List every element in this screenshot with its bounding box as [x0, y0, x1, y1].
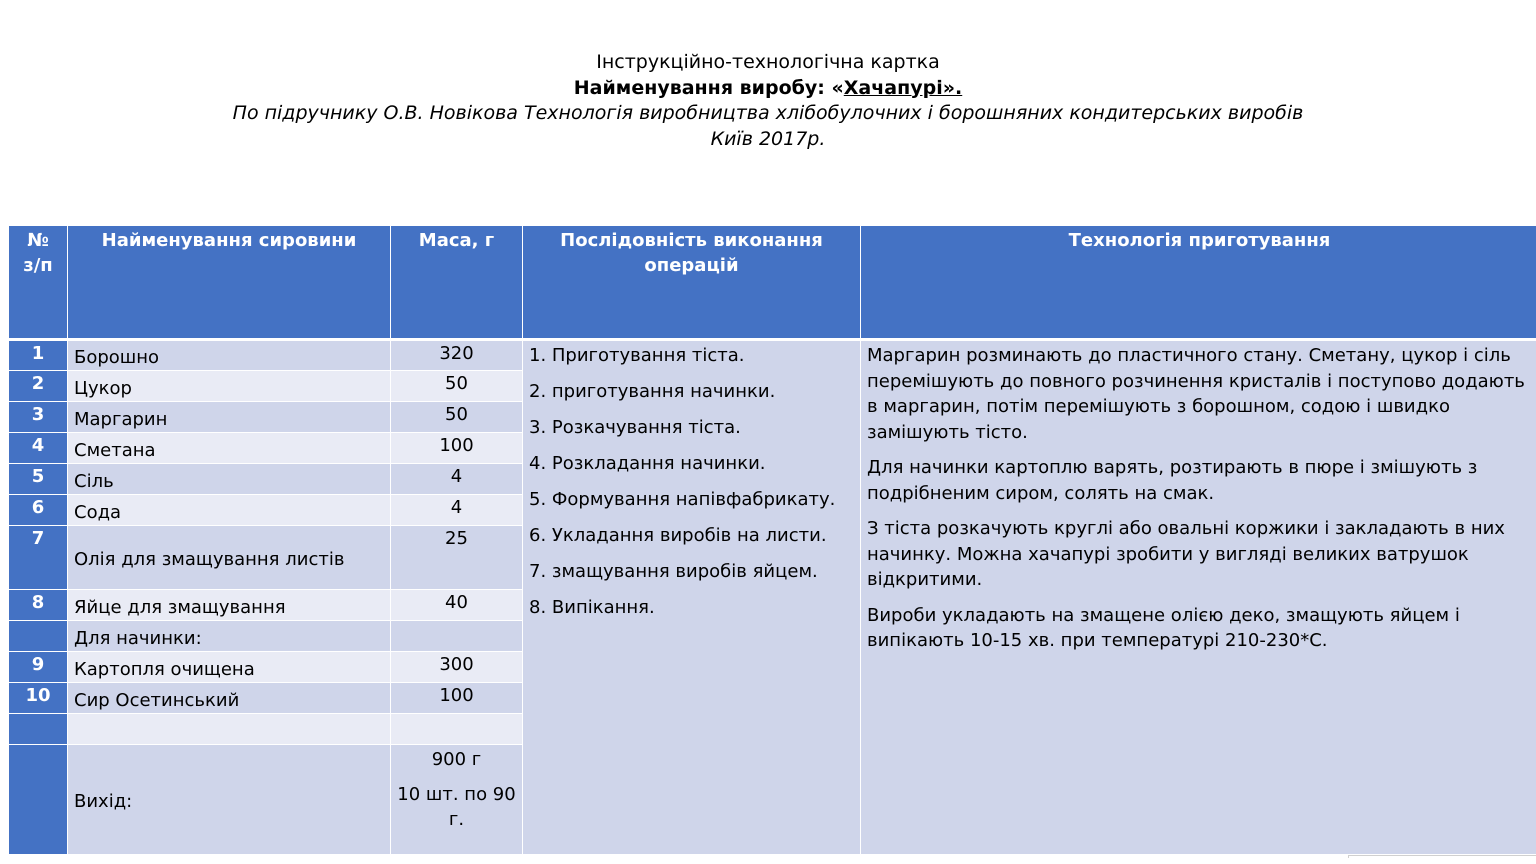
row-number: 3 [9, 402, 68, 433]
ingredient-name: Маргарин [68, 402, 391, 433]
ingredient-mass [391, 621, 523, 652]
technology-paragraph: Вироби укладають на змащене олією деко, змащують яйцем і випікають 10-15 хв. при температурі 210-230*С. [867, 604, 1460, 651]
operation-step: 2. приготування начинки. [529, 381, 776, 402]
output-label: Вихід: [68, 745, 391, 855]
row-number: 5 [9, 464, 68, 495]
operation-step: 6. Укладання виробів на листи. [529, 525, 827, 546]
ingredient-mass: 100 [391, 683, 523, 714]
technology-cell [861, 340, 1536, 855]
source-city-year: Київ 2017р. [710, 127, 826, 150]
header-number-abbr: з/п [23, 255, 53, 276]
header-number [9, 226, 68, 340]
header-technology: Технологія приготування [861, 226, 1536, 340]
ingredient-name: Олія для змащування листів [68, 526, 391, 590]
operations-cell [523, 340, 861, 855]
product-name-text: Хачапурі» [843, 76, 956, 99]
product-name-suffix: . [955, 76, 963, 99]
header-operations: Послідовність виконання операцій [523, 226, 861, 340]
header-mass: Маса, г [391, 226, 523, 340]
output-mass [391, 745, 523, 855]
page-corner-mark [1348, 855, 1536, 858]
ingredient-mass: 50 [391, 371, 523, 402]
ingredient-name: Яйце для змащування [68, 590, 391, 621]
row-number [9, 745, 68, 855]
table-header-row [9, 226, 1536, 340]
technology-card-table [8, 225, 1536, 855]
ingredient-mass [391, 714, 523, 745]
header-number-symbol: № [27, 230, 49, 251]
operation-step: 8. Випікання. [529, 597, 655, 618]
ingredient-mass: 40 [391, 590, 523, 621]
ingredient-mass: 50 [391, 402, 523, 433]
row-number: 7 [9, 526, 68, 590]
filling-section-label: Для начинки: [68, 621, 391, 652]
operation-step: 3. Розкачування тіста. [529, 417, 741, 438]
row-number: 4 [9, 433, 68, 464]
operation-step: 1. Приготування тіста. [529, 345, 745, 366]
row-number: 2 [9, 371, 68, 402]
row-number [9, 714, 68, 745]
ingredient-name: Сіль [68, 464, 391, 495]
operation-step: 5. Формування напівфабрикату. [529, 489, 836, 510]
output-mass-pieces: 10 шт. по 90 г. [397, 784, 516, 830]
ingredient-mass: 4 [391, 464, 523, 495]
ingredient-name: Сода [68, 495, 391, 526]
product-title-prefix: Найменування виробу: « [573, 76, 844, 99]
row-number: 9 [9, 652, 68, 683]
source-reference: По підручнику О.В. Новікова Технологія виробництва хлібобулочних і борошняних кондитерських виробів [232, 102, 1304, 124]
ingredient-name: Картопля очищена [68, 652, 391, 683]
ingredient-mass: 4 [391, 495, 523, 526]
ingredient-name: Сметана [68, 433, 391, 464]
ingredient-mass: 25 [391, 526, 523, 590]
row-number [9, 621, 68, 652]
header-ingredient: Найменування сировини [68, 226, 391, 340]
ingredient-name: Цукор [68, 371, 391, 402]
document-header [0, 50, 1536, 152]
table-row [9, 340, 1536, 371]
ingredient-mass: 300 [391, 652, 523, 683]
row-number: 6 [9, 495, 68, 526]
ingredient-mass: 320 [391, 340, 523, 371]
row-number: 8 [9, 590, 68, 621]
technology-paragraph: З тіста розкачують круглі або овальні коржики і закладають в них начинку. Можна хачапурі зробити у вигляді великих ватрушок відкритими. [867, 518, 1505, 590]
product-title [0, 76, 1536, 102]
card-title: Інструкційно-технологічна картка [596, 51, 940, 73]
ingredient-name: Борошно [68, 340, 391, 371]
operation-step: 4. Розкладання начинки. [529, 453, 766, 474]
ingredient-name [68, 714, 391, 745]
technology-paragraph: Для начинки картоплю варять, розтирають в пюре і змішують з подрібненим сиром, солять на смак. [867, 457, 1478, 504]
row-number: 1 [9, 340, 68, 371]
technology-paragraph: Маргарин розминають до пластичного стану. Сметану, цукор і сіль перемішують до повного розчинення кристалів і поступово додають в маргарин, потім перемішують з борошном, содою і швидко замішують тісто. [867, 345, 1525, 443]
ingredient-mass: 100 [391, 433, 523, 464]
ingredient-name: Сир Осетинський [68, 683, 391, 714]
product-name [844, 77, 962, 99]
output-mass-total: 900 г [431, 749, 482, 770]
row-number: 10 [9, 683, 68, 714]
operation-step: 7. змащування виробів яйцем. [529, 561, 818, 582]
